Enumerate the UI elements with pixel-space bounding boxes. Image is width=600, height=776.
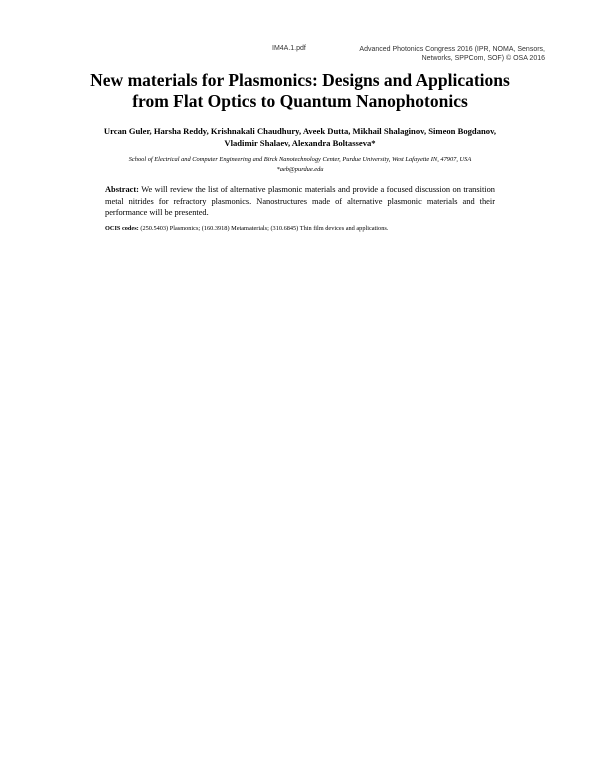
- contact-email: *aeb@purdue.edu: [276, 165, 324, 173]
- paper-title-line1: New materials for Plasmonics: Designs and Applications: [90, 70, 510, 90]
- author-list: [60, 125, 540, 149]
- abstract-text: We will review the list of alternative plasmonic materials and provide a focused discussion on transition metal nitrides for refractory plasmonics. Nanostructures made of alternative plasmonic materials and their performance will be presented.: [105, 185, 495, 217]
- affiliation-block: [60, 155, 540, 174]
- author-list-line1: Urcan Guler, Harsha Reddy, Krishnakali Chaudhury, Aveek Dutta, Mikhail Shalaginov, Simeon Bogdanov,: [103, 126, 497, 136]
- abstract: [105, 184, 495, 219]
- ocis-text: (250.5403) Plasmonics; (160.3918) Metamaterials; (310.6845) Thin film devices and applications.: [140, 225, 389, 232]
- ocis-label: OCIS codes:: [105, 225, 139, 232]
- header-conference-line1: Advanced Photonics Congress 2016 (IPR, NOMA, Sensors,: [359, 46, 545, 53]
- paper-title: [40, 70, 560, 112]
- ocis-codes: [105, 224, 505, 233]
- header-conference-line2: Networks, SPPCom, SOF) © OSA 2016: [421, 55, 545, 62]
- affiliation: School of Electrical and Computer Engineering and Birck Nanotechnology Center, Purdue University, West Lafayette IN, 47907, USA: [128, 156, 472, 163]
- paper-title-line2: from Flat Optics to Quantum Nanophotonics: [132, 91, 468, 111]
- header-conference: [345, 45, 545, 63]
- abstract-label: Abstract:: [105, 185, 139, 194]
- header-file-id: IM4A.1.pdf: [272, 45, 306, 52]
- author-list-line2: Vladimir Shalaev, Alexandra Boltasseva*: [224, 138, 376, 148]
